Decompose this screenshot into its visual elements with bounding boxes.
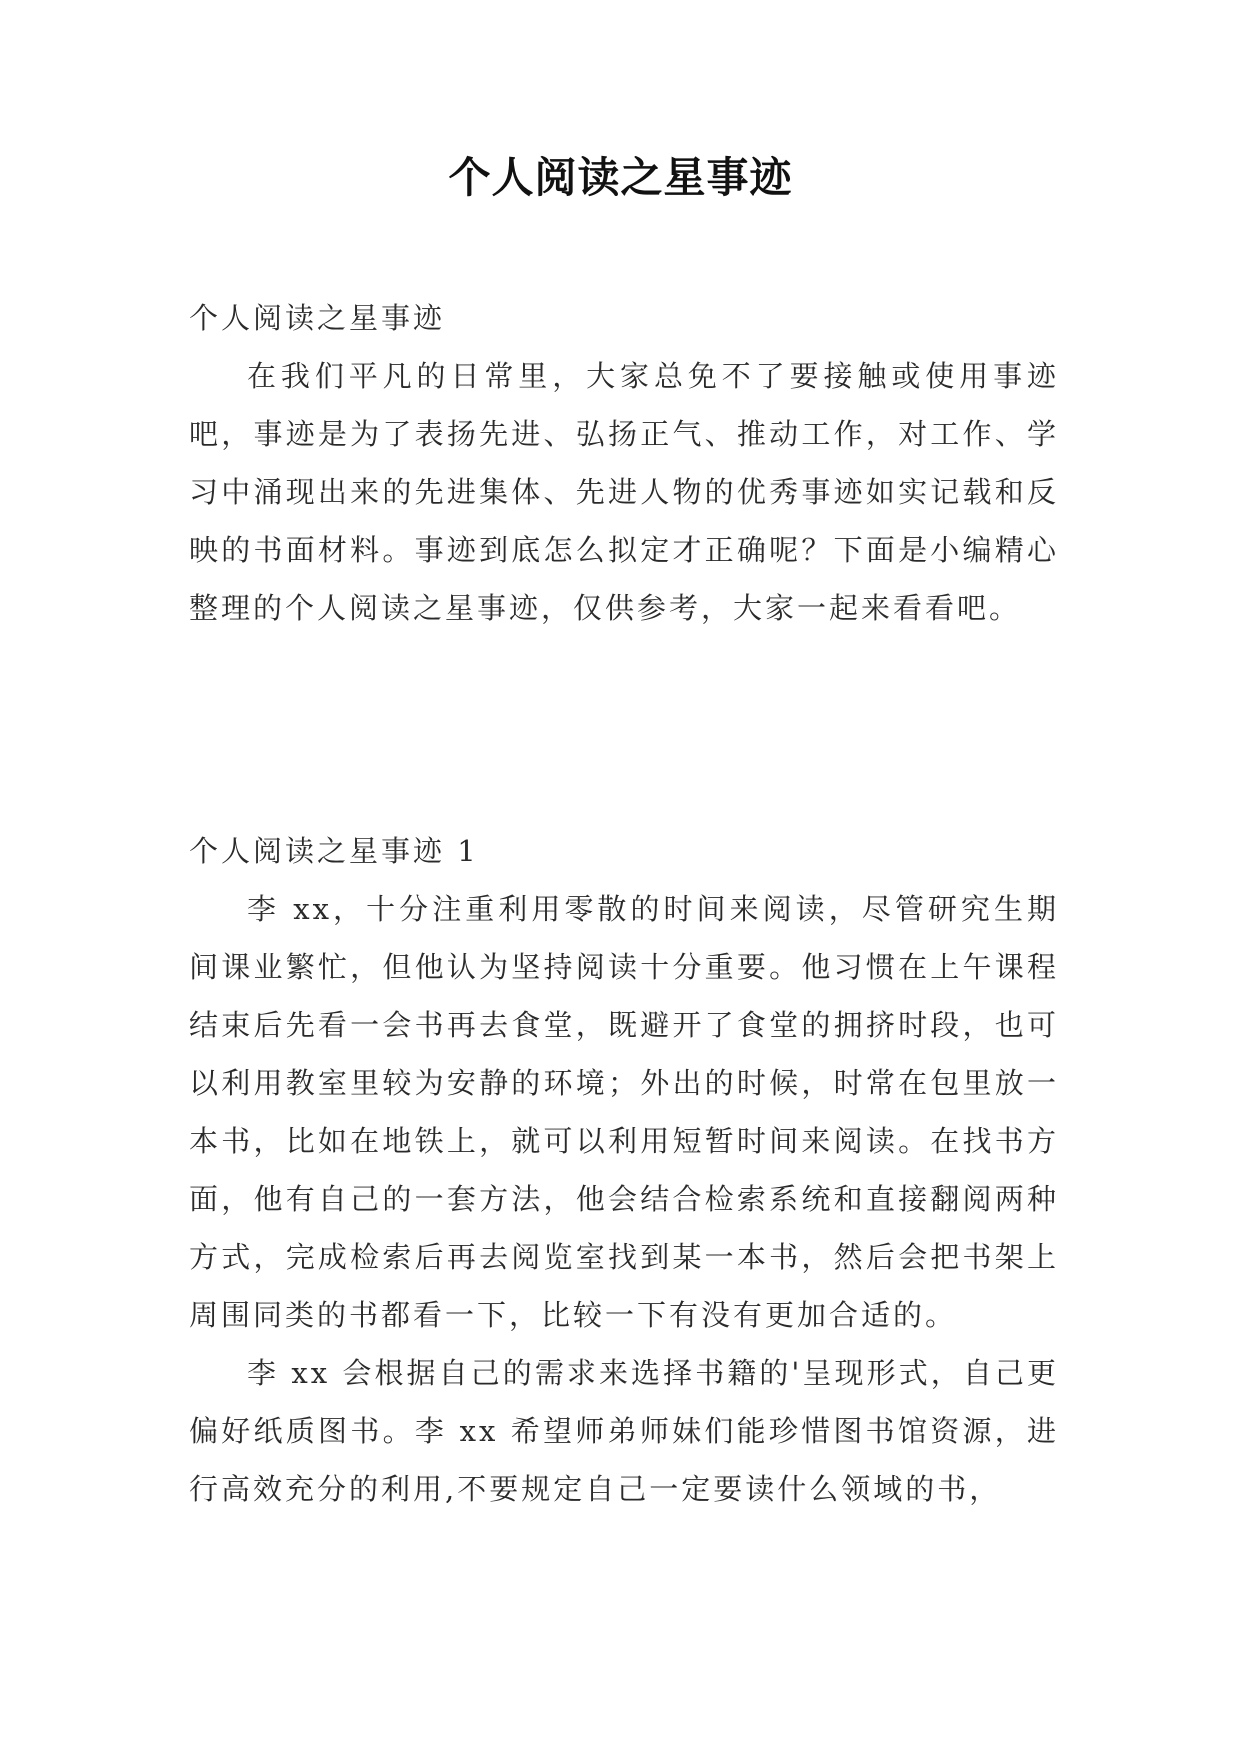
section-1-paragraph-1: 李 xx，十分注重利用零散的时间来阅读，尽管研究生期间课业繁忙，但他认为坚持阅读十分重要。他习惯在上午课程结束后先看一会书再去食堂，既避开了食堂的拥挤时段，也可以利用教室里较为安静的环境；外出的时候，时常在包里放一本书，比如在地铁上，就可以利用短暂时间来阅读。在找书方面，他有自己的一套方法，他会结合检索系统和直接翻阅两种方式，完成检索后再去阅览室找到某一本书，然后会把书架上周围同类的书都看一下，比较一下有没有更加合适的。 <box>189 892 1059 1332</box>
document-title: 个人阅读之星事迹 <box>448 153 793 202</box>
section-1-block <box>189 822 1059 1518</box>
intro-block <box>189 289 1059 637</box>
intro-paragraph: 在我们平凡的日常里，大家总免不了要接触或使用事迹吧，事迹是为了表扬先进、弘扬正气、推动工作，对工作、学习中涌现出来的先进集体、先进人物的优秀事迹如实记载和反映的书面材料。事迹到底怎么拟定才正确呢？下面是小编精心整理的个人阅读之星事迹，仅供参考，大家一起来看看吧。 <box>189 359 1059 625</box>
section-1-heading: 个人阅读之星事迹 1 <box>189 834 479 868</box>
section-1-paragraph-2: 李 xx 会根据自己的需求来选择书籍的'呈现形式，自己更偏好纸质图书。李 xx 希望师弟师妹们能珍惜图书馆资源，进行高效充分的利用,不要规定自己一定要读什么领域的书， <box>189 1356 1059 1506</box>
intro-heading: 个人阅读之星事迹 <box>189 301 446 335</box>
